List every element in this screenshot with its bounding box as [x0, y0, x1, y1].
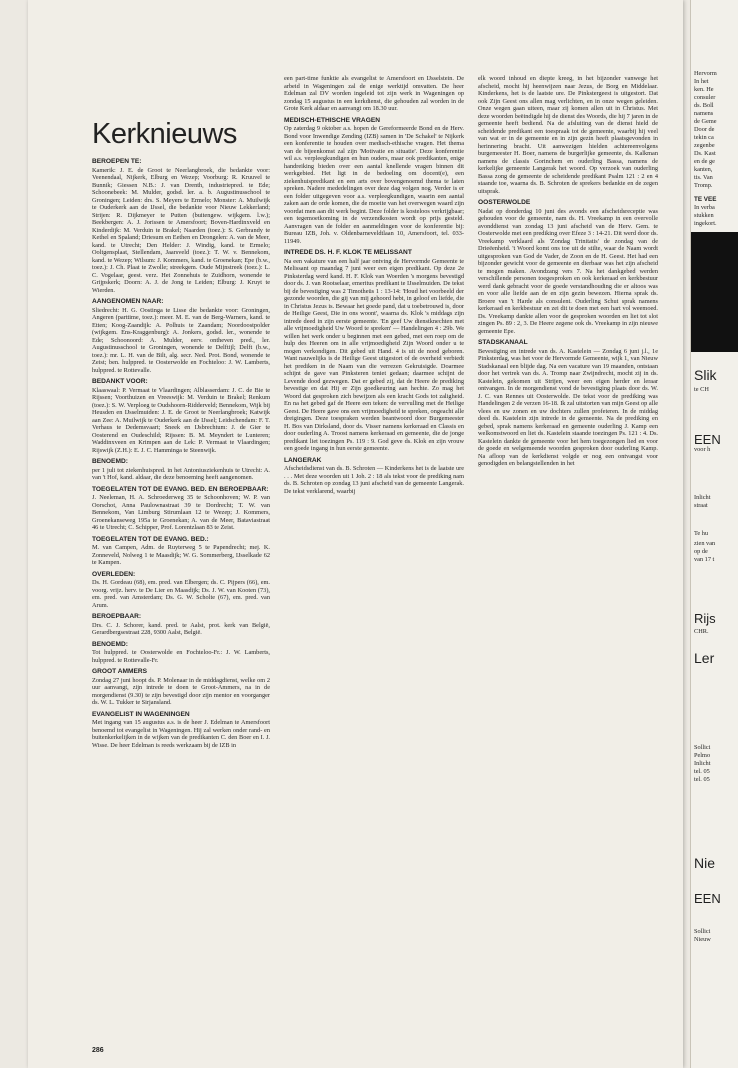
right-page-fragment: stukken [694, 212, 714, 219]
section-text: Klaaswaal: P. Vermaat te Vlaardingen; Alblasserdam: J. C. de Bie te Rijssen; Voorthuizen en Vreeswijk: M. Verduin te Brakel; Renkum (toez.): S. W. Verploeg te Oudshoorn-Ridderveld; Bennekom, Wijk bij Heusden en IJsselmuiden: J. E. de Groot te Neerlangbroek; Katwijk aan Zee: A. Muilwijk te Ouderkerk aan de IJssel; Leidschendam: F. T. Verhaus te Dedemsvaart; Sneek en IJsbrechtum: J. de Gier te Oosterend en Oudeschild; Rijssen: B. M. Meyndert te Lunteren; Waddinxveen en Krimpen aan de Lek: P. Vermaat te Vlaardingen; Rijswijk (Z.H.): E. J. C. Hamminga te Steenwijk. [92, 386, 270, 454]
section-heading: TOEGELATEN TOT DE EVANG. BED.: [92, 535, 209, 543]
section-text: Sliedrecht: H. G. Oostinga te Lisse die bedankte voor: Groningen, Angeren (parttime, toez.): meer. M. E. van de Berg-Warners, kand. te Etten; Koog-Zaandijk: A. Polhuis te Zaandam; Noordoostpolder (wijkgem. Ens-Kraggenburg): A. Jonkers, godsd. ler., wonende te Ede; Schoonoord: A. Mulder, eerv. ontheven pred., ler. Augustinusschool te Groningen, wonende te Delftijl; Delft (b.w., toez.): mr. L. H. van de Bilt, alg. secr. Ned. Prot. Bond, wonende te Zeist; ben. hulppred. te Oosterwolde en Fochteloo: J. W. Lamberts, hulppred. te Rottevalle. [92, 306, 270, 374]
right-page-fragment: ds. Boll [694, 102, 714, 109]
section-heading: BENOEMD: [92, 458, 128, 465]
right-page-fragment: Sollici [694, 928, 711, 935]
article-section [92, 571, 270, 610]
section-heading: OOSTERWOLDE [478, 199, 531, 206]
left-page [28, 0, 683, 1068]
right-page-fragment: Te hu [694, 530, 709, 537]
right-page-fragment: Ds. Kast [694, 150, 716, 157]
article-section [92, 613, 270, 637]
column-3 [478, 75, 658, 470]
right-page-fragment: EEN [694, 891, 721, 906]
section-heading: BEDANKT VOOR: [92, 378, 148, 385]
section-text: Zondag 27 juni hoopt ds. P. Molenaar in de middagdienst, welke om 2 uur aanvangt, zijn intrede te doen te Groot-Ammers, na in de morgendienst (9.30) te zijn bevestigd door zijn mentor en voorganger ds. W. L. Tukker te Sirjansland. [92, 676, 270, 706]
section-text: Tot hulppred. te Oosterwolde en Fochteloo-Fr.: J. W. Lamberts, hulppred. te Rottevalle-Fr. [92, 649, 270, 664]
right-page-fragment: te CH [694, 386, 709, 393]
section-text: J. Neeleman, H. A. Schroederweg 35 te Schoonhoven; W. P. van Oorschot, Anna Paulownastraat 39 te Dordrecht; T. W. van Bennekom, Van Limburg Stirumlaan 12 te Wezep; J. Kommers, Groenekanseweg 195a te Groenekan; A. van de Meer, Bataviastraat 46 te Utrecht; C. Schipper, Prof. Lorentzlaan 83 te Zeist. [92, 494, 270, 531]
article-section [478, 75, 658, 195]
right-page-fragment: Inlicht [694, 494, 711, 501]
section-text: een part-time funktie als evangelist te Amersfoort en IJsselstein. De arbeid in Wageningen zal de enige werktijd omvatten. De heer Edelman zal DV worden ingeleid tot zijn werk in Wageningen op zondag 15 augustus in een kerkdienst, die gehouden zal worden in de Grote Kerk aldaar en aanvangt om 18.30 uur. [284, 75, 464, 112]
section-heading: BENOEMD: [92, 640, 128, 648]
section-text: Ds. H. Gordeau (68), em. pred. van Elbergen; ds. C. Pijpers (66), em. voorg. vrijz. herv. te De Lier en Maasdijk; Ds. J. W. van Kooten (73), em. pred. van Amsterdam; Ds. G. W. Scholte (67), em. pred. van Arum. [92, 579, 270, 609]
right-page-edge [690, 0, 738, 1068]
right-page-fragment: Tromp. [694, 182, 713, 189]
section-text: Op zaterdag 9 oktober a.s. hopen de Gereformeerde Bond en de Herv. Bond voor Inwendige Zending (IZB) samen in 'De Schakel' te Nijkerk een konferentie te houden over medisch-ethische vragen. Het thema van de bijeenkomst zal zijn 'Motivatie en situatie'. Deze konferentie wil a.s. verpleegkundigen en hun ouders, maar ook predikanten, enige handreiking bieden over een aantal knellende vragen binnen dit werkgebied. Het ligt in de bedoeling om docent(e), een ziekenhuispredikant en een arts over bovengenoemd thema te laten spreken. Nadere mededelingen over deze dag volgen nog. Verder is er een folder uitgegeven voor a.s. verpleegkundigen, waarin een aantal zaken aan de orde komen, die de moeite van het overwegen waard zijn voordat men aan dit werk begint. Deze folder is kosteloos verkrijgbaar; een tegemoetkoming in de verzendkosten wordt op prijs gesteld. Aanvragen van de folder en aanmeldingen voor de konferentie bij: Bureau IZB, Joh. v. Oldenbarneveldtlaan 10, Amersfoort, tel. 033-11949. [284, 125, 464, 245]
right-page-fragment: zegenbe [694, 142, 715, 149]
right-page-fragment: Door de [694, 126, 715, 133]
right-page-fragment: op de [694, 548, 708, 555]
right-page-fragment: ken. He [694, 86, 714, 93]
section-heading: STADSKANAAL [478, 339, 528, 346]
article-section [478, 339, 658, 468]
section-text: Nadat op donderdag 10 juni des avonds een afscheidsreceptie was gehouden voor de gemeente, nam ds. H. Vreekamp in een overvolle avonddienst van zondag 13 juni afscheid van de Herv. Gem. te Oosterwolde met een prediking over Efeze 3 : 14-21. Dit werd door ds. Vreekamp verklaard als 'Zondag Trinitatis' de zondag van de Drieëenheid. 't Woord komt ons toe uit de stilte, waar de Naam wordt uitgesproken van God de Vader, de Zoon en de H. Geest. Het had een bijzonder gewicht voor de gemeente en dierbaar was het zijn afscheid te mogen maken. Avondzang vers 7. Na het dankgebed werden verschillende personen toegesproken en ook kerkeraad en kerkbestuur werd dank gebracht voor de goede verstandhouding die er altoos was en voor alle liefde aan de en zijn gezin bewezen. Hierna sprak ds. Broere van 't Harde als consulent. Ouderling Schut sprak namens kerkeraad en kerkbestuur en zei dit te doen met een hart vol weemoed. Ds. Vreekamp dankte allen voor de gesproken woorden en liet tot slot zingen Ps. 89 : 2, 3. De Heere zegene ook ds. Vreekamp in zijn nieuwe gemeente Epe. [478, 207, 658, 335]
section-heading: INTREDE DS. H. F. KLOK TE MELISSANT [284, 249, 412, 256]
right-page-fragment: straat [694, 502, 708, 509]
right-page-fragment: EEN [694, 432, 721, 447]
section-heading: MEDISCH-ETHISCHE VRAGEN [284, 116, 380, 124]
section-text: Kamerik: J. E. de Groot te Neerlangbroek, die bedankte voor: Veenendaal, Nijkerk, Elburg en Wezep; Voorburg: R. Kruuvel te Bunnik; Giessen N.B.: J. van Drenth, industriepred. te Ede; Schoonebeek: M. Mulder, godsd. ler. a. b. Augustinusschool te Groningen; Leiden: drs. S. Meyers te Ermelo; Monster: A. Muilwijk te Ouderkerk aan de IJssel, die bedankte voor Nieuw Lekkerland; Strijen: R. Dijkmeyer te Putten (buitengew. wijkgem. l.w.); Beekbergen: A. J. Jorissen te Amersfoort; Boven-Hardinxveld en Kinderdijk: M. Verduin te Brakel; Naarden (toez.): S. Gerbrandy te Kethel en Spaland; Driesum en Eethen en Drongelen: A. van de Meer, kand. te Utrecht; Den Helder: J. Windig, kand. te Ermelo; Ooltgensplaat, Stellendam, Jaarsveld (toez.): T. W. v. Bennekom, kand. te Wezep; Wilsum: J. Kommers, kand. te Groenekan; Epe (b.w., toez.): J. Ch. Plaat te Zwolle; streekgem. Oude Mijnstreek (toez.): L. C. Vogelaar, geest. verz. Het Zonnehuis te Zuidhorn, wonende te Grijpskerk; Doorn: A. J. de Jong te Leiden; Elburg: J. Kruyt te Wierden. [92, 166, 270, 294]
right-page-fragment: TE VEE [694, 196, 717, 203]
section-heading: BEROEPEN TE: [92, 158, 142, 165]
article-section [92, 378, 270, 454]
article-section [92, 158, 270, 294]
article-section [92, 536, 270, 567]
article-section [92, 711, 270, 750]
article-section [478, 199, 658, 335]
right-page-fragment: van 17 t [694, 556, 715, 563]
section-heading: EVANGELIST IN WAGENINGEN [92, 710, 190, 718]
page-number: 286 [92, 1047, 104, 1054]
article-section [284, 117, 464, 246]
column-2 [284, 75, 464, 497]
right-page-fragment: In verba [694, 204, 715, 211]
right-page-fragment: tel. 05 [694, 768, 710, 775]
article-section [284, 75, 464, 113]
right-page-fragment: Pelmo [694, 752, 711, 759]
article-section [92, 458, 270, 482]
right-page-fragment: namens [694, 110, 714, 117]
section-text: elk woord inhoud en diepte kreeg, in het bijzonder vanwege het afscheid, mocht hij heenwijzen naar Jezus, de Borg en Middelaar. Kinderkens, het is de laatste ure. De Pinkstergeest is uitgestort. Dat ook Zijn Geest ons allen mag verlichten, en in onze wegen geleiden. Onze wegen gaan uiteen, maar zij komen allen uit in Christus. Met deze woorden beëindigde hij de dienst des Woords, die hij 7 jaren in de gemeente heeft bediend. Na de afsluiting van de dienst hield de scheidende predikant een toespraak tot de gemeente, waarbij hij veel van wat er in de gemeente en in zijn gezin heeft plaatsgevonden in herinnering bracht. Uit aanwezigen hielden achtereenvolgens burgemeester H. Boer, namens de burgerlijke gemeente, ds. Kalkman namens de classis Gorinchem en ouderling Bassa, namens de kerkelijke gemeente Langerak het woord. Op verzoek van ouderling Bassa zong de gemeente de scheidende predikant Psalm 121 : 2 en 4 staande toe, waarna ds. B. Schroten de sprekers bedankte en de zegen uitsprak. [478, 75, 658, 195]
section-text: per 1 juli tot ziekenhuispred. in het Antoniusziekenhuis te Utrecht: A. van 't Hof, kand. aldaar, die deze benoeming heeft aangenomen. [92, 466, 270, 481]
right-page-fragment: voor h [694, 446, 711, 453]
article-section [92, 298, 270, 374]
right-page-fragment: Ler [694, 650, 715, 666]
right-page-fragment: Nieuw [694, 936, 711, 943]
advertisement-block [691, 232, 738, 352]
section-heading: GROOT AMMERS [92, 668, 148, 675]
right-page-fragment: Hervorm [694, 70, 717, 77]
section-heading: BEROEPBAAR: [92, 613, 142, 620]
section-text: Afscheidsdienst van ds. B. Schroten — Kinderkens het is de laatste ure . . . Met deze woorden uit 1 Joh. 2 : 18 als tekst voor de prediking nam ds. B. Schroten op zondag 13 juni afscheid van de gemeente Langerak. De tekst verklarend, waarbij [284, 465, 464, 495]
right-page-fragment: de Geme [694, 118, 717, 125]
right-page-fragment: Sollici [694, 744, 711, 751]
right-page-fragment: Inlicht [694, 760, 711, 767]
right-page-fragment: CHR. [694, 628, 709, 635]
right-page-fragment: en de ge [694, 158, 715, 165]
section-heading: LANGERAK [284, 456, 322, 464]
article-section [92, 668, 270, 707]
page-title: Kerknieuws [92, 118, 237, 150]
right-page-fragment: tel. 05 [694, 776, 710, 783]
section-heading: TOEGELATEN TOT DE EVANG. BED. EN BEROEPBAAR: [92, 485, 269, 493]
right-page-fragment: Nie [694, 855, 716, 871]
right-page-fragment: consuler [694, 94, 716, 101]
right-page-fragment: Rijs [694, 611, 716, 626]
article-section [92, 486, 270, 532]
section-text: Bevestiging en intrede van ds. A. Kastelein — Zondag 6 juni j.l., 1e Pinksterdag, was het voor de Hervormde Gemeente, wijk 1, van Nieuw Stadskanaal een blijde dag. Na een vacature van 19 maanden, ontstaan door het vertrek van ds. A. Tromp naar Zwijndrecht, mocht zij in ds. Kastelein, gekomen uit Strijen, weer een eigen herder en leraar ontvangen. In de morgendienst vond de bevestiging plaats door ds. W. J. C. van Rennes uit Oosterwolde. De tekst voor de prediking was Handelingen 2 de verzen 16-18. Ik zal uitstorten van mijn Geest op alle vlees en uw zonen en uw dochters zullen profeteren. In de middag deed ds. Kastelein zijn intrede in de gemeente. Na de prediking en gebed, sprak namens kerkeraad en gemeente ouderling J. Kamp een welkomstwoord en liet ds. Kastelein staande toezingen Ps. 121 : 4. Ds. Kastelein dankte de gemeente voor het hem toegezongen lied en voor de goede en welgemeende woorden gesproken door ouderling Kamp. Na afloop van de kerkdienst volgde er nog een ontvangst voor genodigden en belangstellenden in het [478, 347, 658, 467]
section-text: M. van Campen, Adm. de Ruyterweg 5 te Papendrecht; mej. K. Zonneveld, Nolweg 1 te Maasdijk; W. G. Sommerberg, IJsselkade 62 te Kampen. [92, 544, 270, 566]
section-heading: AANGENOMEN NAAR: [92, 298, 164, 305]
right-page-fragment: In het [694, 78, 709, 85]
section-text: Drs. C. J. Schorer, kand. pred. te Aalst, prot. kerk van België, Gerardbergsestraat 228, 9300 Aalst, België. [92, 621, 270, 636]
right-page-fragment: Slik [694, 367, 717, 383]
section-text: Met ingang van 15 augustus a.s. is de heer J. Edelman te Amersfoort benoemd tot evangelist in Wageningen. Hij zal werken onder rand- en buitenkerkelijken in de wijken van de predikanten C. den Boer en I. J. Wisse. De heer Edelman is reeds werkzaam bij de IZB in [92, 719, 270, 749]
right-page-fragment: ingekort. [694, 220, 717, 227]
article-section [284, 249, 464, 453]
article-section [284, 457, 464, 496]
right-page-fragment: tis. Van [694, 174, 713, 181]
column-1 [92, 120, 270, 751]
section-heading: OVERLEDEN: [92, 570, 136, 578]
right-page-fragment: kanten, [694, 166, 713, 173]
article-section [92, 641, 270, 665]
right-page-fragment: tekin ca [694, 134, 714, 141]
section-text: Na een vakature van een half jaar ontving de Hervormde Gemeente te Melissant op maandag 7 juni weer een eigen predikant. Op deze 2e Pinksterdag werd kand. H. F. Klok van Woerden 's morgens bevestigd door ds. J. van Rootselaar, emeritus predikant te IJsselmuiden. De tekst bij de bevestiging was 2 Timotheüs 1 : 13-14: 'Houd het voorbeeld der gezonde woorden, die gij van mij gehoord hebt, in geloof en liefde, die in Christus Jezus is. Bewaar het goede pand, dat u toebetrouwd is, door de Heilige Geest, Die in ons woont', waarna ds. Klok 's middags zijn intrede deed in zijn eerste gemeente. 'En geef Uw dienstknechten met alle vrijmoedigheid Uw Woord te spreken' — Handelingen 4 : 29b. We willen het werk onder u beginnen met een gebed, met een roep om de hulp des Heeren om in alle vrijmoedigheid Zijn Woord onder u te mogen verkondigen. Dit gebed uit Hand. 4 is uit de nood geboren. Want nauwelijks is de Heilige Geest uitgestort of de overheid verbiedt het prediken in de Naam van die verrezen Gekruisigde. Doarmee schijnt de gave van Pinksteren teniet gedaan; daarmee schijnt de Levende dood gezwegen. Dat er gebed zij, dat de Heere de prediking bevestige en dat Hij er Zijn goedkeuring aan hechte. Zo mag het Woord dat gesproken zich bewijzen als een kracht Gods tot zaligheid. En na het gebed gaf de Heere een teken: de vervulling met de Heilige Geest. De Heere gave ons een vrijmoedigheid te spreken, ongeacht alle dreigingen. Deze toespraken werden beantwoord door Burgemeester H. Bos van Dirksland, door ds. Visser namens kerkeraad en Classis en door ouderling A. Troost namens kerkeraad en gemeente, die de jonge predikant liet toezingen Ps. 119 : 9. God geve ds. Klok en zijn vrouw een goede ingang in hun eerste gemeente. [284, 257, 464, 452]
right-page-fragment: zien van [694, 540, 716, 547]
